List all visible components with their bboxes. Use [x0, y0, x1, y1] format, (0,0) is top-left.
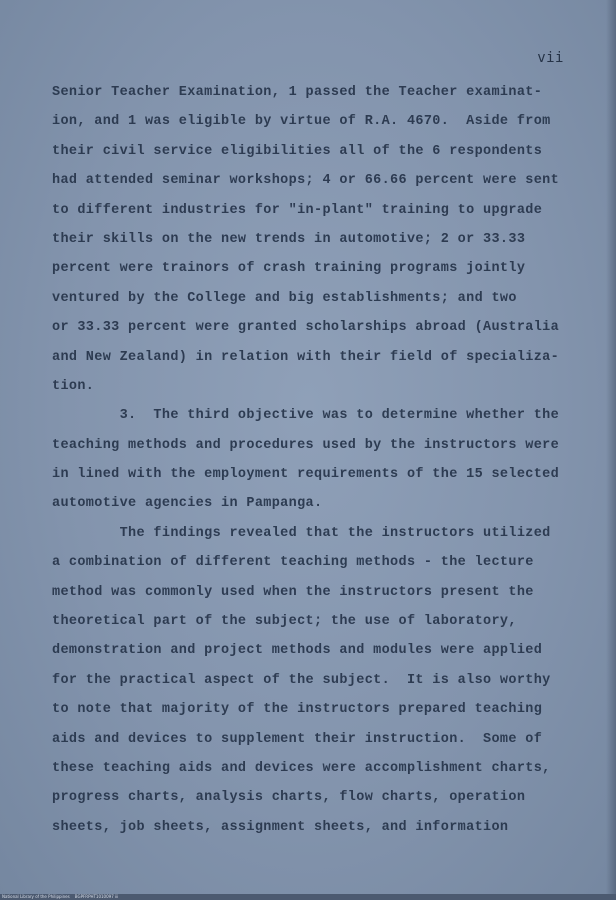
- page-edge-shadow: [606, 0, 616, 900]
- body-text: [52, 78, 582, 842]
- text-line: progress charts, analysis charts, flow charts, operation: [52, 790, 526, 806]
- text-line: their skills on the new trends in automotive; 2 or 33.33: [52, 231, 526, 247]
- text-line: 3. The third objective was to determine whether the: [52, 408, 560, 424]
- text-line: tion.: [52, 378, 95, 394]
- text-line: theoretical part of the subject; the use of laboratory,: [52, 614, 517, 630]
- text-line: these teaching aids and devices were accomplishment charts,: [52, 760, 551, 776]
- text-line: automotive agencies in Pampanga.: [52, 496, 323, 512]
- text-line: to different industries for "in-plant" training to upgrade: [52, 202, 543, 218]
- footer-text: National Library of the Philippines BGPFRPHT1010097 iii: [2, 894, 119, 899]
- text-line: ion, and 1 was eligible by virtue of R.A. 4670. Aside from: [52, 114, 551, 130]
- scan-footer: [0, 894, 616, 900]
- page-number: vii: [537, 50, 564, 66]
- text-line: method was commonly used when the instructors present the: [52, 584, 534, 600]
- text-line: a combination of different teaching methods - the lecture: [52, 555, 534, 571]
- text-line: had attended seminar workshops; 4 or 66.66 percent were sent: [52, 173, 560, 189]
- text-line: to note that majority of the instructors prepared teaching: [52, 702, 543, 718]
- text-line: sheets, job sheets, assignment sheets, and information: [52, 819, 509, 835]
- text-line: for the practical aspect of the subject. It is also worthy: [52, 672, 551, 688]
- text-line: and New Zealand) in relation with their field of specializa-: [52, 349, 560, 365]
- text-line: Senior Teacher Examination, 1 passed the Teacher examinat-: [52, 85, 543, 100]
- text-line: percent were trainors of crash training programs jointly: [52, 261, 526, 277]
- text-line: ventured by the College and big establishments; and two: [52, 290, 517, 306]
- text-line: The findings revealed that the instructors utilized: [52, 525, 551, 541]
- text-line: in lined with the employment requirements of the 15 selected: [52, 467, 560, 483]
- text-line: teaching methods and procedures used by the instructors were: [52, 437, 560, 453]
- text-line: their civil service eligibilities all of the 6 respondents: [52, 143, 543, 159]
- text-line: or 33.33 percent were granted scholarships abroad (Australia: [52, 320, 560, 336]
- text-line: demonstration and project methods and modules were applied: [52, 643, 543, 659]
- text-line: aids and devices to supplement their instruction. Some of: [52, 731, 543, 747]
